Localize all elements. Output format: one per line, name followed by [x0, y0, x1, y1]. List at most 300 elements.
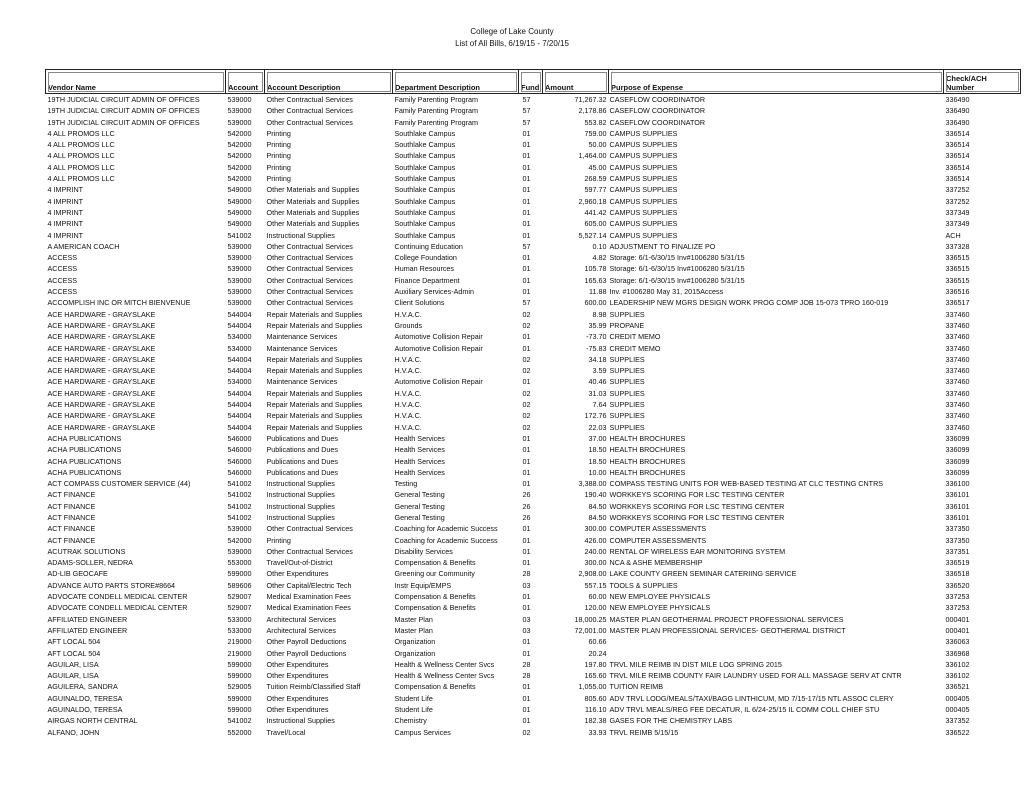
check-number-cell: 336099 [945, 467, 970, 477]
purpose-cell: SUPPLIES [609, 422, 645, 432]
account-cell: 541002 [227, 716, 252, 726]
vendor-cell: ADVOCATE CONDELL MEDICAL CENTER [47, 592, 188, 602]
account-cell: 599000 [227, 569, 252, 579]
table-row [46, 546, 1021, 557]
amount-cell: 37.00 [588, 433, 607, 443]
table-row [46, 252, 1021, 263]
vendor-cell: 4 ALL PROMOS LLC [47, 151, 115, 161]
fund-cell: 02 [522, 309, 531, 319]
account-description-cell: Other Expenditures [266, 659, 329, 669]
fund-cell: 01 [522, 174, 531, 184]
purpose-cell: CASEFLOW COORDINATOR [609, 117, 706, 127]
account-cell: 541002 [227, 479, 252, 489]
account-cell: 541002 [227, 501, 252, 511]
table-row [46, 399, 1021, 410]
account-description-cell: Other Contractual Services [266, 546, 353, 556]
document-header [0, 26, 1024, 50]
purpose-cell: TRVL MILE REIMB COUNTY FAIR LAUNDRY USED FOR ALL MASSAGE SERV AT CNTR [609, 671, 902, 681]
check-number-cell: 337460 [945, 366, 970, 376]
amount-cell: 300.00 [584, 558, 607, 568]
fund-cell: 57 [522, 117, 531, 127]
account-description-cell: Other Contractual Services [266, 264, 353, 274]
vendor-cell: AGUILERA, SANDRA [47, 682, 118, 692]
amount-cell: 50.00 [588, 140, 607, 150]
fund-cell: 01 [522, 546, 531, 556]
fund-cell: 01 [522, 637, 531, 647]
vendor-cell: AGUINALDO, TERESA [47, 693, 123, 703]
account-description-cell: Architectural Services [266, 614, 337, 624]
check-number-cell: 336490 [945, 106, 970, 116]
purpose-cell: WORKKEYS SCORING FOR LSC TESTING CENTER [609, 501, 785, 511]
account-cell: 539000 [227, 275, 252, 285]
account-cell: 534000 [227, 377, 252, 387]
col-header-account-description: Account Description [265, 70, 393, 94]
amount-cell: 2,960.18 [578, 196, 607, 206]
account-cell: 599000 [227, 659, 252, 669]
account-cell: 539000 [227, 264, 252, 274]
vendor-cell: ADVOCATE CONDELL MEDICAL CENTER [47, 603, 188, 613]
fund-cell: 26 [522, 490, 531, 500]
account-cell: 539000 [227, 253, 252, 263]
account-cell: 544004 [227, 422, 252, 432]
vendor-cell: ACHA PUBLICATIONS [47, 467, 122, 477]
amount-cell: 71,267.32 [574, 95, 607, 104]
check-number-cell: 336101 [945, 490, 970, 500]
vendor-cell: ACE HARDWARE - GRAYSLAKE [47, 366, 156, 376]
department-cell: Southlake Campus [394, 128, 456, 138]
fund-cell: 01 [522, 433, 531, 443]
account-description-cell: Other Expenditures [266, 569, 329, 579]
amount-cell: 20.24 [588, 648, 607, 658]
department-cell: H.V.A.C. [394, 411, 422, 421]
account-description-cell: Travel/Local [266, 727, 306, 737]
amount-cell: 3,388.00 [578, 479, 607, 489]
check-number-cell: 337460 [945, 309, 970, 319]
department-cell: Auxiliary Services-Admin [394, 287, 474, 297]
amount-cell: 116.10 [585, 705, 607, 715]
fund-cell: 01 [522, 162, 531, 172]
table-row [46, 681, 1021, 692]
amount-cell: 182.38 [584, 716, 607, 726]
account-cell: 539000 [227, 117, 252, 127]
department-cell: Health Services [394, 467, 445, 477]
fund-cell: 01 [522, 467, 531, 477]
amount-cell: 5,527.14 [578, 230, 607, 240]
amount-cell: 84.50 [588, 512, 607, 522]
check-number-cell: 336522 [945, 727, 970, 737]
table-row [46, 715, 1021, 726]
vendor-cell: ACT FINANCE [47, 512, 96, 522]
account-description-cell: Repair Materials and Supplies [266, 354, 363, 364]
account-description-cell: Instructional Supplies [266, 512, 335, 522]
vendor-cell: 4 ALL PROMOS LLC [47, 140, 115, 150]
table-row [46, 275, 1021, 286]
check-header-line2: Number [946, 83, 975, 92]
vendor-cell: AFT LOCAL 504 [47, 637, 101, 647]
department-cell: Family Parenting Program [394, 95, 478, 104]
purpose-cell: SUPPLIES [609, 366, 645, 376]
amount-cell: 35.99 [588, 320, 607, 330]
vendor-cell: ACHA PUBLICATIONS [47, 445, 122, 455]
col-header-department-description: Department Description [393, 70, 519, 94]
account-description-cell: Medical Examination Fees [266, 592, 351, 602]
fund-cell: 01 [522, 603, 531, 613]
amount-cell: 40.46 [588, 377, 607, 387]
account-description-cell: Maintenance Services [266, 332, 338, 342]
amount-cell: 172.76 [584, 411, 607, 421]
vendor-cell: ACHA PUBLICATIONS [47, 433, 122, 443]
table-row [46, 670, 1021, 681]
account-cell: 542000 [227, 162, 252, 172]
purpose-cell: CAMPUS SUPPLIES [609, 140, 678, 150]
department-cell: Master Plan [394, 625, 433, 635]
vendor-cell: ACHA PUBLICATIONS [47, 456, 122, 466]
purpose-cell: CREDIT MEMO [609, 332, 661, 342]
fund-cell: 57 [522, 298, 531, 308]
department-cell: Automotive Collision Repair [394, 377, 483, 387]
account-description-cell: Instructional Supplies [266, 479, 335, 489]
table-row [46, 501, 1021, 512]
fund-cell: 02 [522, 422, 531, 432]
check-number-cell: 336515 [945, 253, 970, 263]
amount-cell: 10.00 [588, 467, 607, 477]
check-number-cell: 336490 [945, 95, 970, 104]
amount-cell: 1,055.00 [578, 682, 607, 692]
account-cell: 546000 [227, 445, 252, 455]
vendor-cell: 4 ALL PROMOS LLC [47, 174, 115, 184]
account-description-cell: Repair Materials and Supplies [266, 422, 363, 432]
table-row [46, 614, 1021, 625]
department-cell: Compensation & Benefits [394, 603, 476, 613]
purpose-cell: LEADERSHIP NEW MGRS DESIGN WORK PROG COMP JOB 15-073 TPRO 160-019 [609, 298, 889, 308]
account-cell: 539000 [227, 241, 252, 251]
vendor-cell: AFFILIATED ENGINEER [47, 614, 128, 624]
check-number-cell: 336100 [945, 479, 970, 489]
purpose-cell: TRVL REIMB 5/15/15 [609, 727, 679, 737]
purpose-cell: Storage: 6/1-6/30/15 Inv#1006280 5/31/15 [609, 275, 745, 285]
department-cell: Southlake Campus [394, 151, 456, 161]
vendor-cell: ACE HARDWARE - GRAYSLAKE [47, 320, 156, 330]
table-row [46, 489, 1021, 500]
check-number-cell: 336517 [945, 298, 970, 308]
purpose-cell: HEALTH BROCHURES [609, 445, 686, 455]
table-row [46, 286, 1021, 297]
table-row [46, 478, 1021, 489]
vendor-cell: ACE HARDWARE - GRAYSLAKE [47, 422, 156, 432]
amount-cell: 268.59 [584, 174, 607, 184]
fund-cell: 01 [522, 253, 531, 263]
amount-cell: 553.82 [584, 117, 607, 127]
account-description-cell: Other Expenditures [266, 705, 329, 715]
table-row [46, 173, 1021, 184]
account-cell: 544004 [227, 366, 252, 376]
purpose-cell: LAKE COUNTY GREEN SEMINAR CATERIING SERVICE [609, 569, 797, 579]
vendor-cell: ACT FINANCE [47, 490, 96, 500]
amount-cell: 197.80 [584, 659, 607, 669]
account-description-cell: Other Materials and Supplies [266, 207, 360, 217]
amount-cell: 300.00 [584, 524, 607, 534]
account-description-cell: Other Contractual Services [266, 106, 353, 116]
vendor-cell: ACCESS [47, 287, 78, 297]
fund-cell: 01 [522, 128, 531, 138]
table-row [46, 230, 1021, 241]
department-cell: Southlake Campus [394, 207, 456, 217]
amount-cell: 105.78 [584, 264, 607, 274]
purpose-cell: CAMPUS SUPPLIES [609, 174, 678, 184]
department-cell: Compensation & Benefits [394, 558, 476, 568]
table-row [46, 218, 1021, 229]
vendor-cell: 19TH JUDICIAL CIRCUIT ADMIN OF OFFICES [47, 95, 200, 104]
fund-cell: 01 [522, 558, 531, 568]
fund-cell: 01 [522, 716, 531, 726]
check-number-cell: 000401 [945, 614, 970, 624]
account-description-cell: Other Contractual Services [266, 253, 353, 263]
fund-cell: 02 [522, 354, 531, 364]
table-row [46, 331, 1021, 342]
department-cell: Student Life [394, 705, 433, 715]
check-number-cell: 337328 [945, 241, 970, 251]
account-cell: 542000 [227, 535, 252, 545]
fund-cell: 01 [522, 377, 531, 387]
check-number-cell: 337253 [945, 603, 970, 613]
vendor-cell: ACE HARDWARE - GRAYSLAKE [47, 388, 156, 398]
table-body [46, 94, 1021, 738]
fund-cell: 01 [522, 343, 531, 353]
account-description-cell: Repair Materials and Supplies [266, 400, 363, 410]
fund-cell: 01 [522, 230, 531, 240]
purpose-cell: MASTER PLAN PROFESSIONAL SERVICES- GEOTHERMAL DISTRICT [609, 625, 846, 635]
account-cell: 529005 [227, 682, 252, 692]
check-number-cell: 336518 [945, 569, 970, 579]
check-number-cell: 336515 [945, 264, 970, 274]
check-number-cell: 337351 [945, 546, 970, 556]
fund-cell: 57 [522, 106, 531, 116]
col-header-account: Account [226, 70, 265, 94]
check-number-cell: 337350 [945, 535, 970, 545]
purpose-cell: CREDIT MEMO [609, 343, 661, 353]
fund-cell: 02 [522, 320, 531, 330]
vendor-cell: AD-LIB GEOCAFE [47, 569, 108, 579]
table-row [46, 128, 1021, 139]
department-cell: Organization [394, 648, 436, 658]
check-number-cell: 000401 [945, 625, 970, 635]
fund-cell: 01 [522, 196, 531, 206]
account-cell: 544004 [227, 320, 252, 330]
table-row [46, 444, 1021, 455]
fund-cell: 01 [522, 524, 531, 534]
fund-cell: 01 [522, 287, 531, 297]
account-cell: 546000 [227, 433, 252, 443]
account-description-cell: Other Materials and Supplies [266, 219, 360, 229]
purpose-cell: SUPPLIES [609, 411, 645, 421]
department-cell: Family Parenting Program [394, 117, 478, 127]
amount-cell: 605.00 [584, 219, 607, 229]
department-cell: Chemistry [394, 716, 427, 726]
account-description-cell: Architectural Services [266, 625, 337, 635]
fund-cell: 01 [522, 332, 531, 342]
account-cell: 546000 [227, 456, 252, 466]
purpose-cell: MASTER PLAN GEOTHERMAL PROJECT PROFESSIONAL SERVICES [609, 614, 844, 624]
account-cell: 534000 [227, 343, 252, 353]
account-description-cell: Maintenance Services [266, 377, 338, 387]
vendor-cell: ACE HARDWARE - GRAYSLAKE [47, 400, 156, 410]
report-title: List of All Bills, 6/19/15 - 7/20/15 [455, 39, 569, 48]
fund-cell: 01 [522, 219, 531, 229]
check-number-cell: 336099 [945, 433, 970, 443]
purpose-cell: TRVL MILE REIMB IN DIST MILE LOG SPRING 2015 [609, 659, 782, 669]
fund-cell: 01 [522, 151, 531, 161]
amount-cell: 2,908.00 [578, 569, 607, 579]
account-description-cell: Travel/Out-of-District [266, 558, 333, 568]
account-cell: 552000 [227, 727, 252, 737]
account-cell: 549000 [227, 185, 252, 195]
col-header-vendor: Vendor Name [46, 70, 226, 94]
account-cell: 219000 [227, 637, 252, 647]
amount-cell: 18.50 [588, 456, 607, 466]
fund-cell: 03 [522, 625, 531, 635]
vendor-cell: ACT FINANCE [47, 524, 96, 534]
department-cell: Southlake Campus [394, 185, 456, 195]
account-cell: 599000 [227, 705, 252, 715]
fund-cell: 01 [522, 275, 531, 285]
purpose-cell: COMPUTER ASSESSMENTS [609, 524, 707, 534]
table-row [46, 580, 1021, 591]
department-cell: Family Parenting Program [394, 106, 478, 116]
department-cell: General Testing [394, 512, 445, 522]
account-description-cell: Tuition Reimb/Classified Staff [266, 682, 361, 692]
account-cell: 219000 [227, 648, 252, 658]
purpose-cell: CASEFLOW COORDINATOR [609, 95, 706, 104]
table-row [46, 117, 1021, 128]
check-header-line1: Check/ACH [946, 74, 987, 83]
account-cell: 599000 [227, 693, 252, 703]
vendor-cell: ACE HARDWARE - GRAYSLAKE [47, 309, 156, 319]
check-number-cell: 337352 [945, 716, 970, 726]
amount-cell: 190.40 [584, 490, 607, 500]
account-cell: 546000 [227, 467, 252, 477]
amount-cell: 600.00 [584, 298, 607, 308]
department-cell: Health & Wellness Center Svcs [394, 671, 495, 681]
vendor-cell: ACCESS [47, 264, 78, 274]
purpose-cell: WORKKEYS SCORING FOR LSC TESTING CENTER [609, 490, 785, 500]
department-cell: Instr Equip/EMPS [394, 580, 452, 590]
table-row [46, 263, 1021, 274]
purpose-cell: CASEFLOW COORDINATOR [609, 106, 706, 116]
account-cell: 539000 [227, 95, 252, 104]
amount-cell: 18.50 [588, 445, 607, 455]
account-description-cell: Other Contractual Services [266, 117, 353, 127]
department-cell: Health & Wellness Center Svcs [394, 659, 495, 669]
amount-cell: 8.98 [592, 309, 607, 319]
purpose-cell: CAMPUS SUPPLIES [609, 128, 678, 138]
check-number-cell: 336520 [945, 580, 970, 590]
account-cell: 534000 [227, 332, 252, 342]
table-row [46, 693, 1021, 704]
fund-cell: 28 [522, 569, 531, 579]
account-cell: 539000 [227, 106, 252, 116]
department-cell: Compensation & Benefits [394, 592, 476, 602]
fund-cell: 01 [522, 140, 531, 150]
account-cell: 544004 [227, 411, 252, 421]
department-cell: Testing [394, 479, 418, 489]
account-description-cell: Publications and Dues [266, 467, 339, 477]
check-number-cell: 337460 [945, 332, 970, 342]
account-cell: 589606 [227, 580, 252, 590]
table-row [46, 365, 1021, 376]
fund-cell: 01 [522, 456, 531, 466]
table-header [46, 70, 1021, 94]
account-description-cell: Other Contractual Services [266, 287, 353, 297]
purpose-cell: ADJUSTMENT TO FINALIZE PO [609, 241, 716, 251]
vendor-cell: 4 IMPRINT [47, 196, 84, 206]
account-description-cell: Other Contractual Services [266, 298, 353, 308]
vendor-cell: ACT FINANCE [47, 535, 96, 545]
vendor-cell: ACCOMPLISH INC OR MITCH BIENVENUE [47, 298, 191, 308]
purpose-cell: SUPPLIES [609, 309, 645, 319]
check-number-cell: 336516 [945, 287, 970, 297]
department-cell: Southlake Campus [394, 196, 456, 206]
table-row [46, 139, 1021, 150]
amount-cell: 805.60 [584, 693, 607, 703]
department-cell: Coaching for Academic Success [394, 535, 498, 545]
amount-cell: -75.83 [586, 343, 607, 353]
purpose-cell: NCA & ASHE MEMBERSHIP [609, 558, 703, 568]
department-cell: Health Services [394, 433, 445, 443]
table-row [46, 625, 1021, 636]
purpose-cell: CAMPUS SUPPLIES [609, 196, 678, 206]
organization-name: College of Lake County [470, 27, 554, 36]
table-row [46, 591, 1021, 602]
vendor-cell: ACCESS [47, 253, 78, 263]
check-number-cell: 336514 [945, 151, 970, 161]
amount-cell: 72,001.00 [574, 625, 607, 635]
table-row [46, 376, 1021, 387]
amount-cell: 759.00 [584, 128, 607, 138]
check-number-cell: 336521 [945, 682, 970, 692]
amount-cell: 597.77 [584, 185, 607, 195]
account-description-cell: Other Contractual Services [266, 524, 353, 534]
vendor-cell: 4 IMPRINT [47, 219, 84, 229]
account-description-cell: Medical Examination Fees [266, 603, 351, 613]
purpose-cell: COMPUTER ASSESSMENTS [609, 535, 707, 545]
amount-cell: 31.03 [588, 388, 607, 398]
amount-cell: 7.64 [592, 400, 607, 410]
department-cell: General Testing [394, 490, 445, 500]
amount-cell: 84.50 [588, 501, 607, 511]
amount-cell: 1,464.00 [578, 151, 607, 161]
table-row [46, 422, 1021, 433]
table-row [46, 105, 1021, 116]
fund-cell: 01 [522, 445, 531, 455]
fund-cell: 02 [522, 388, 531, 398]
account-description-cell: Publications and Dues [266, 445, 339, 455]
purpose-cell: TOOLS & SUPPLIES [609, 580, 678, 590]
vendor-cell: 19TH JUDICIAL CIRCUIT ADMIN OF OFFICES [47, 106, 200, 116]
vendor-cell: 4 IMPRINT [47, 185, 84, 195]
vendor-cell: AGUILAR, LISA [47, 671, 99, 681]
vendor-cell: ACCESS [47, 275, 78, 285]
table-row [46, 184, 1021, 195]
account-description-cell: Repair Materials and Supplies [266, 411, 363, 421]
department-cell: Automotive Collision Repair [394, 343, 483, 353]
purpose-cell: ADV TRVL MEALS/REG FEE DECATUR, IL 6/24-25/15 IL COMM COLL CHIEF STU [609, 705, 880, 715]
account-description-cell: Other Expenditures [266, 693, 329, 703]
vendor-cell: AFFILIATED ENGINEER [47, 625, 128, 635]
check-number-cell: 000405 [945, 693, 970, 703]
table-row [46, 297, 1021, 308]
vendor-cell: ACE HARDWARE - GRAYSLAKE [47, 377, 156, 387]
fund-cell: 01 [522, 264, 531, 274]
